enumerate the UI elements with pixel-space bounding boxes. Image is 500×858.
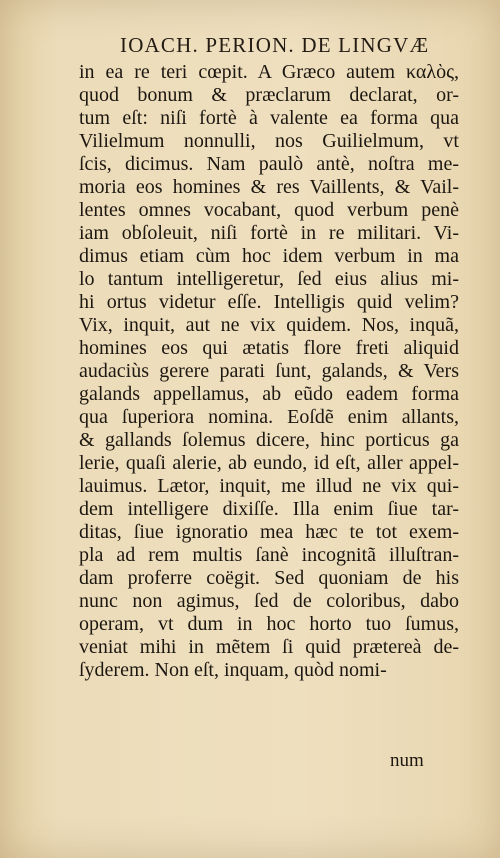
text-line: audaciùs gerere parati ſunt, galands, & Vers bbox=[79, 360, 459, 382]
body-text bbox=[79, 61, 459, 682]
text-line: dem intelligere dixiſſe. Illa enim ſiue tar- bbox=[79, 498, 459, 520]
running-head: IOACH. PERION. DE LINGVÆ bbox=[120, 33, 430, 57]
text-line: tum eſt: niſi fortè à valente ea forma qua bbox=[79, 107, 459, 129]
text-line: pla ad rem multis ſanè incognitã illuſtran- bbox=[79, 544, 459, 566]
text-line: galands appellamus, ab eũdo eadem forma bbox=[79, 383, 459, 405]
text-line: dimus etiam cùm hoc idem verbum in ma bbox=[79, 245, 459, 267]
text-line: operam, vt dum in hoc horto tuo ſumus, bbox=[79, 613, 459, 635]
text-line: lerie, quaſi alerie, ab eundo, id eſt, aller appel- bbox=[79, 452, 459, 474]
text-line: & gallands ſolemus dicere, hinc porticus ga bbox=[79, 429, 459, 451]
text-line: qua ſuperiora nomina. Eoſdẽ enim allants, bbox=[79, 406, 459, 428]
text-line: lentes omnes vocabant, quod verbum penè bbox=[79, 199, 459, 221]
text-line: ſyderem. Non eſt, inquam, quòd nomi- bbox=[79, 659, 387, 681]
text-line: moria eos homines & res Vaillents, & Vail- bbox=[79, 176, 459, 198]
text-line: lo tantum intelligeretur, ſed eius alius mi- bbox=[79, 268, 459, 290]
text-line: ſcis, dicimus. Nam paulò antè, noſtra me- bbox=[79, 153, 459, 175]
text-line: dam proferre coëgit. Sed quoniam de his bbox=[79, 567, 459, 589]
text-line: veniat mihi in mẽtem ſi quid prætereà de- bbox=[79, 636, 459, 658]
text-line: in ea re teri cœpit. A Græco autem καλὸς, bbox=[79, 61, 459, 83]
text-line: quod bonum & præclarum declarat, or- bbox=[79, 84, 459, 106]
text-line: Vix, inquit, aut ne vix quidem. Nos, inquã, bbox=[79, 314, 459, 336]
text-line: iam obſoleuit, niſi fortè in re militari. Vi- bbox=[79, 222, 459, 244]
text-line: Vilielmum nonnulli, nos Guilielmum, vt bbox=[79, 130, 459, 152]
catchword: num bbox=[390, 750, 424, 771]
text-line: ditas, ſiue ignoratio mea hæc te tot exem- bbox=[79, 521, 459, 543]
text-line: homines eos qui ætatis flore freti aliquid bbox=[79, 337, 459, 359]
text-line: lauimus. Lætor, inquit, me illud ne vix qui- bbox=[79, 475, 459, 497]
text-line: nunc non agimus, ſed de coloribus, dabo bbox=[79, 590, 459, 612]
text-line: hi ortus videtur eſſe. Intelligis quid velim? bbox=[79, 291, 459, 313]
